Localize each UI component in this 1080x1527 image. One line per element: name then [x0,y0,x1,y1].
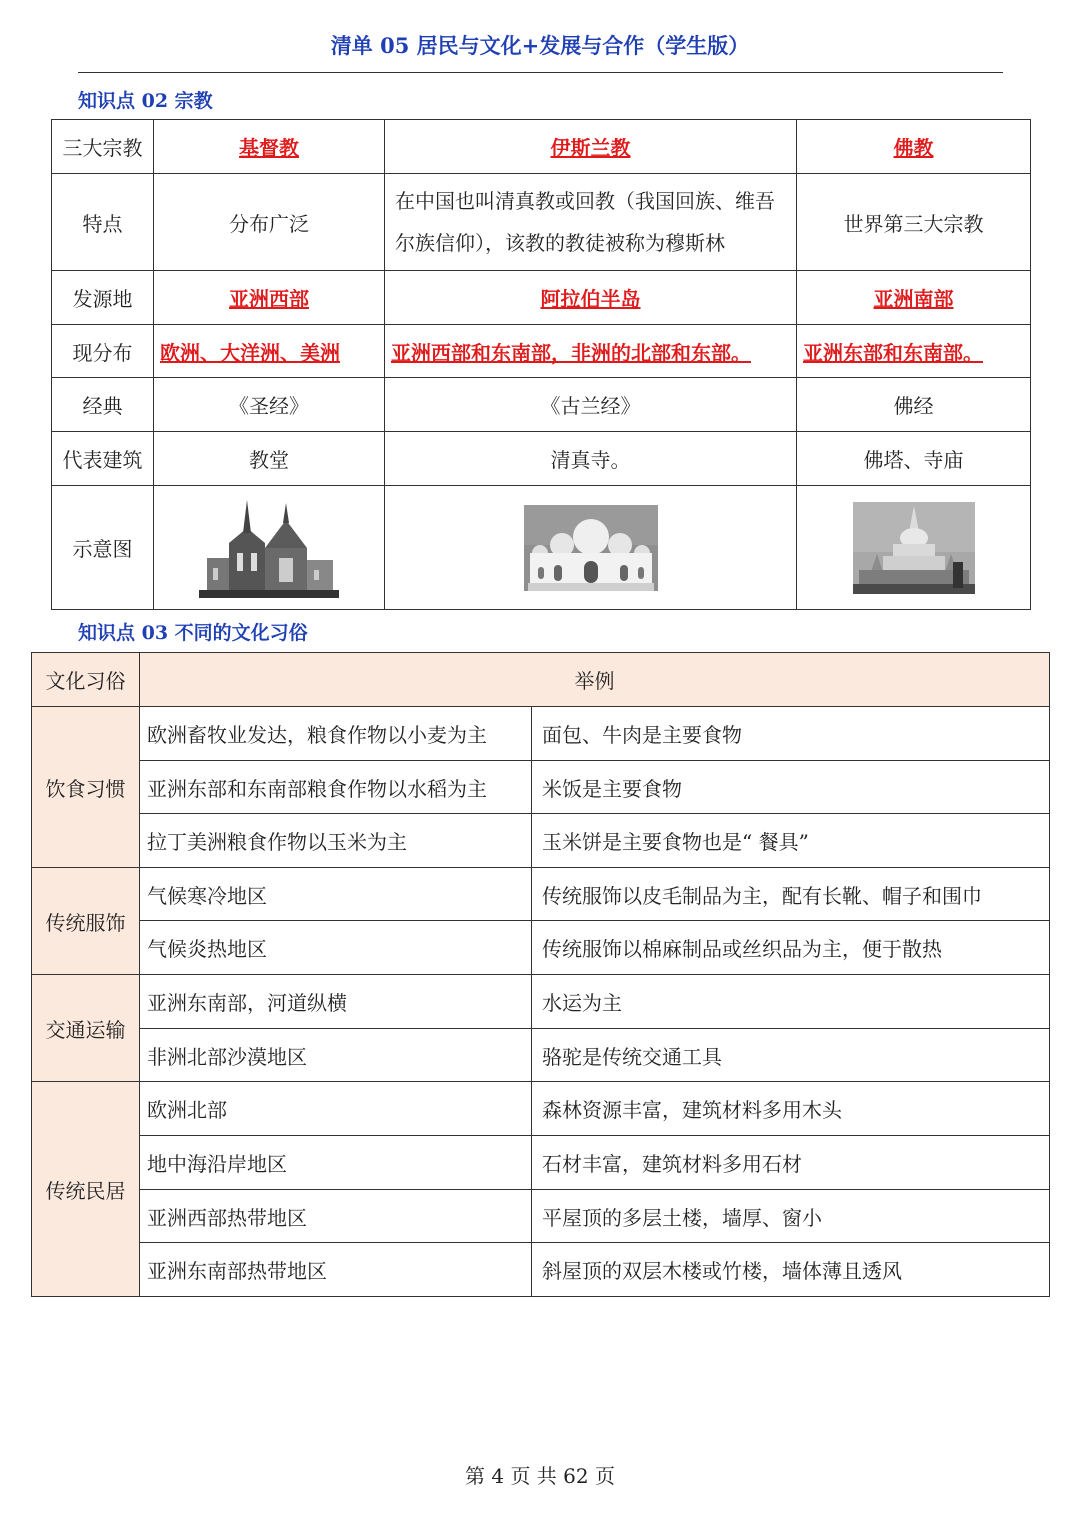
table-row [32,975,1050,1029]
table-cell: 佛塔、寺庙 [797,432,1031,486]
table-cell: 欧洲、大洋洲、美洲 [154,325,385,378]
table-cell [797,486,1031,610]
table-cell: 亚洲东部和东南部粮食作物以水稻为主 [140,761,532,814]
header-divider [78,72,1003,73]
table-cell [154,486,385,610]
table-cell: 斜屋顶的双层木楼或竹楼，墙体薄且透风 [532,1243,1050,1297]
table-cell: 非洲北部沙漠地区 [140,1029,532,1082]
row-label: 发源地 [52,271,154,325]
row-label: 现分布 [52,325,154,378]
table-row [32,1029,1050,1082]
table-row [32,707,1050,761]
table-cell: 教堂 [154,432,385,486]
table-row [32,1136,1050,1190]
customs-table [31,652,1050,1297]
table-cell: 在中国也叫清真教或回教（我国回族、维吾尔族信仰），该教的教徒被称为穆斯林 [385,174,797,271]
page-header-title: 清单 05 居民与文化+发展与合作（学生版） [330,33,750,58]
mosque-illustration [524,505,658,591]
table-cell: 面包、牛肉是主要食物 [532,707,1050,761]
table-cell: 拉丁美洲粮食作物以玉米为主 [140,814,532,868]
table-cell: 传统服饰以皮毛制品为主，配有长靴、帽子和围巾 [532,868,1050,921]
header-cell: 文化习俗 [32,653,140,707]
table-cell: 佛经 [797,378,1031,432]
table-cell: 米饭是主要食物 [532,761,1050,814]
table-row [32,814,1050,868]
category-cell: 交通运输 [32,975,140,1082]
table-row [52,378,1031,432]
table-cell: 《古兰经》 [385,378,797,432]
header-cell: 举例 [140,653,1050,707]
table-cell: 欧洲北部 [140,1082,532,1136]
church-illustration [199,498,339,598]
table-cell: 亚洲西部热带地区 [140,1190,532,1243]
table-cell: 清真寺。 [385,432,797,486]
table-row [32,1190,1050,1243]
table-cell: 森林资源丰富，建筑材料多用木头 [532,1082,1050,1136]
table-cell: 平屋顶的多层土楼，墙厚、窗小 [532,1190,1050,1243]
table-row [52,325,1031,378]
religion-name-buddhism: 佛教 [797,120,1031,174]
table-row [52,271,1031,325]
table-cell: 骆驼是传统交通工具 [532,1029,1050,1082]
table-cell: 玉米饼是主要食物也是“ 餐具” [532,814,1050,868]
table-cell: 亚洲东南部，河道纵横 [140,975,532,1029]
table-cell: 气候寒冷地区 [140,868,532,921]
table-cell: 分布广泛 [154,174,385,271]
table-cell: 阿拉伯半岛 [385,271,797,325]
table-cell: 《圣经》 [154,378,385,432]
row-label: 经典 [52,378,154,432]
table-cell: 石材丰富，建筑材料多用石材 [532,1136,1050,1190]
category-cell: 传统服饰 [32,868,140,975]
table-row [32,921,1050,975]
table-cell: 亚洲东部和东南部。 [797,325,1031,378]
table-row [52,120,1031,174]
category-cell: 饮食习惯 [32,707,140,868]
page-footer: 第 4 页 共 62 页 [465,1464,615,1488]
table-cell: 世界第三大宗教 [797,174,1031,271]
table-cell: 水运为主 [532,975,1050,1029]
table-row [32,1243,1050,1297]
section-title-religion: 知识点 02 宗教 [78,90,213,112]
table-cell: 亚洲南部 [797,271,1031,325]
religion-table [51,119,1031,610]
table-row [32,1082,1050,1136]
pagoda-illustration [853,502,975,594]
religion-name-islam: 伊斯兰教 [385,120,797,174]
row-label: 示意图 [52,486,154,610]
category-cell: 传统民居 [32,1082,140,1297]
table-cell: 亚洲西部和东南部，非洲的北部和东部。 [385,325,797,378]
table-row [32,761,1050,814]
row-label: 代表建筑 [52,432,154,486]
header-cell: 三大宗教 [52,120,154,174]
table-row [52,174,1031,271]
table-row [52,432,1031,486]
table-cell: 欧洲畜牧业发达，粮食作物以小麦为主 [140,707,532,761]
table-cell: 地中海沿岸地区 [140,1136,532,1190]
table-cell: 亚洲西部 [154,271,385,325]
table-cell [385,486,797,610]
table-row [32,868,1050,921]
section-title-customs: 知识点 03 不同的文化习俗 [78,622,308,644]
table-row [32,653,1050,707]
table-cell: 亚洲东南部热带地区 [140,1243,532,1297]
row-label: 特点 [52,174,154,271]
table-row [52,486,1031,610]
table-cell: 气候炎热地区 [140,921,532,975]
religion-name-christianity: 基督教 [154,120,385,174]
table-cell: 传统服饰以棉麻制品或丝织品为主，便于散热 [532,921,1050,975]
